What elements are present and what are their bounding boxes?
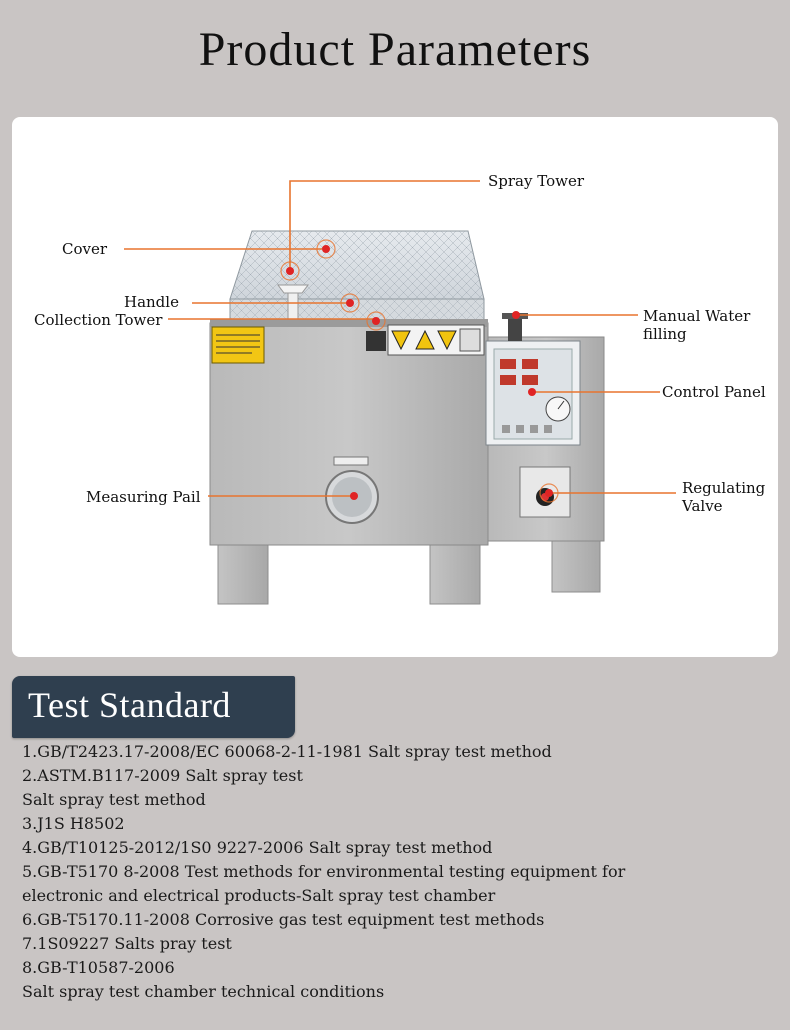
callout-control-panel: Control Panel xyxy=(662,383,766,401)
callout-spray-tower: Spray Tower xyxy=(488,172,584,190)
list-item: electronic and electrical products-Salt spray test chamber xyxy=(22,886,496,905)
list-item: 6.GB-T5170.11-2008 Corrosive gas test equipment test methods xyxy=(22,910,545,929)
list-item: 1.GB/T2423.17-2008/EC 60068-2-11-1981 Salt spray test method xyxy=(22,742,552,761)
list-item: 7.1S09227 Salts pray test xyxy=(22,934,232,953)
product-image-panel xyxy=(12,117,778,657)
list-item: 3.J1S H8502 xyxy=(22,814,125,833)
callout-regulating-valve: Regulating Valve xyxy=(682,479,766,515)
list-item: 4.GB/T10125-2012/1S0 9227-2006 Salt spray test method xyxy=(22,838,493,857)
list-item: 8.GB-T10587-2006 xyxy=(22,958,175,977)
page-title: Product Parameters xyxy=(198,23,592,76)
test-standard-list xyxy=(22,740,782,1004)
test-standard-heading: Test Standard xyxy=(28,685,231,725)
list-item: 2.ASTM.B117-2009 Salt spray test xyxy=(22,766,303,785)
list-item: Salt spray test chamber technical conditions xyxy=(22,982,385,1001)
callout-cover: Cover xyxy=(62,240,108,258)
list-item: 5.GB-T5170 8-2008 Test methods for environmental testing equipment for xyxy=(22,862,626,881)
callout-handle: Handle xyxy=(124,293,179,311)
list-item: Salt spray test method xyxy=(22,790,206,809)
callout-measuring-pail: Measuring Pail xyxy=(86,488,201,506)
test-standard-header xyxy=(12,676,295,738)
callout-manual-water-filling: Manual Water filling xyxy=(643,307,751,343)
callout-collection-tower: Collection Tower xyxy=(34,311,163,329)
